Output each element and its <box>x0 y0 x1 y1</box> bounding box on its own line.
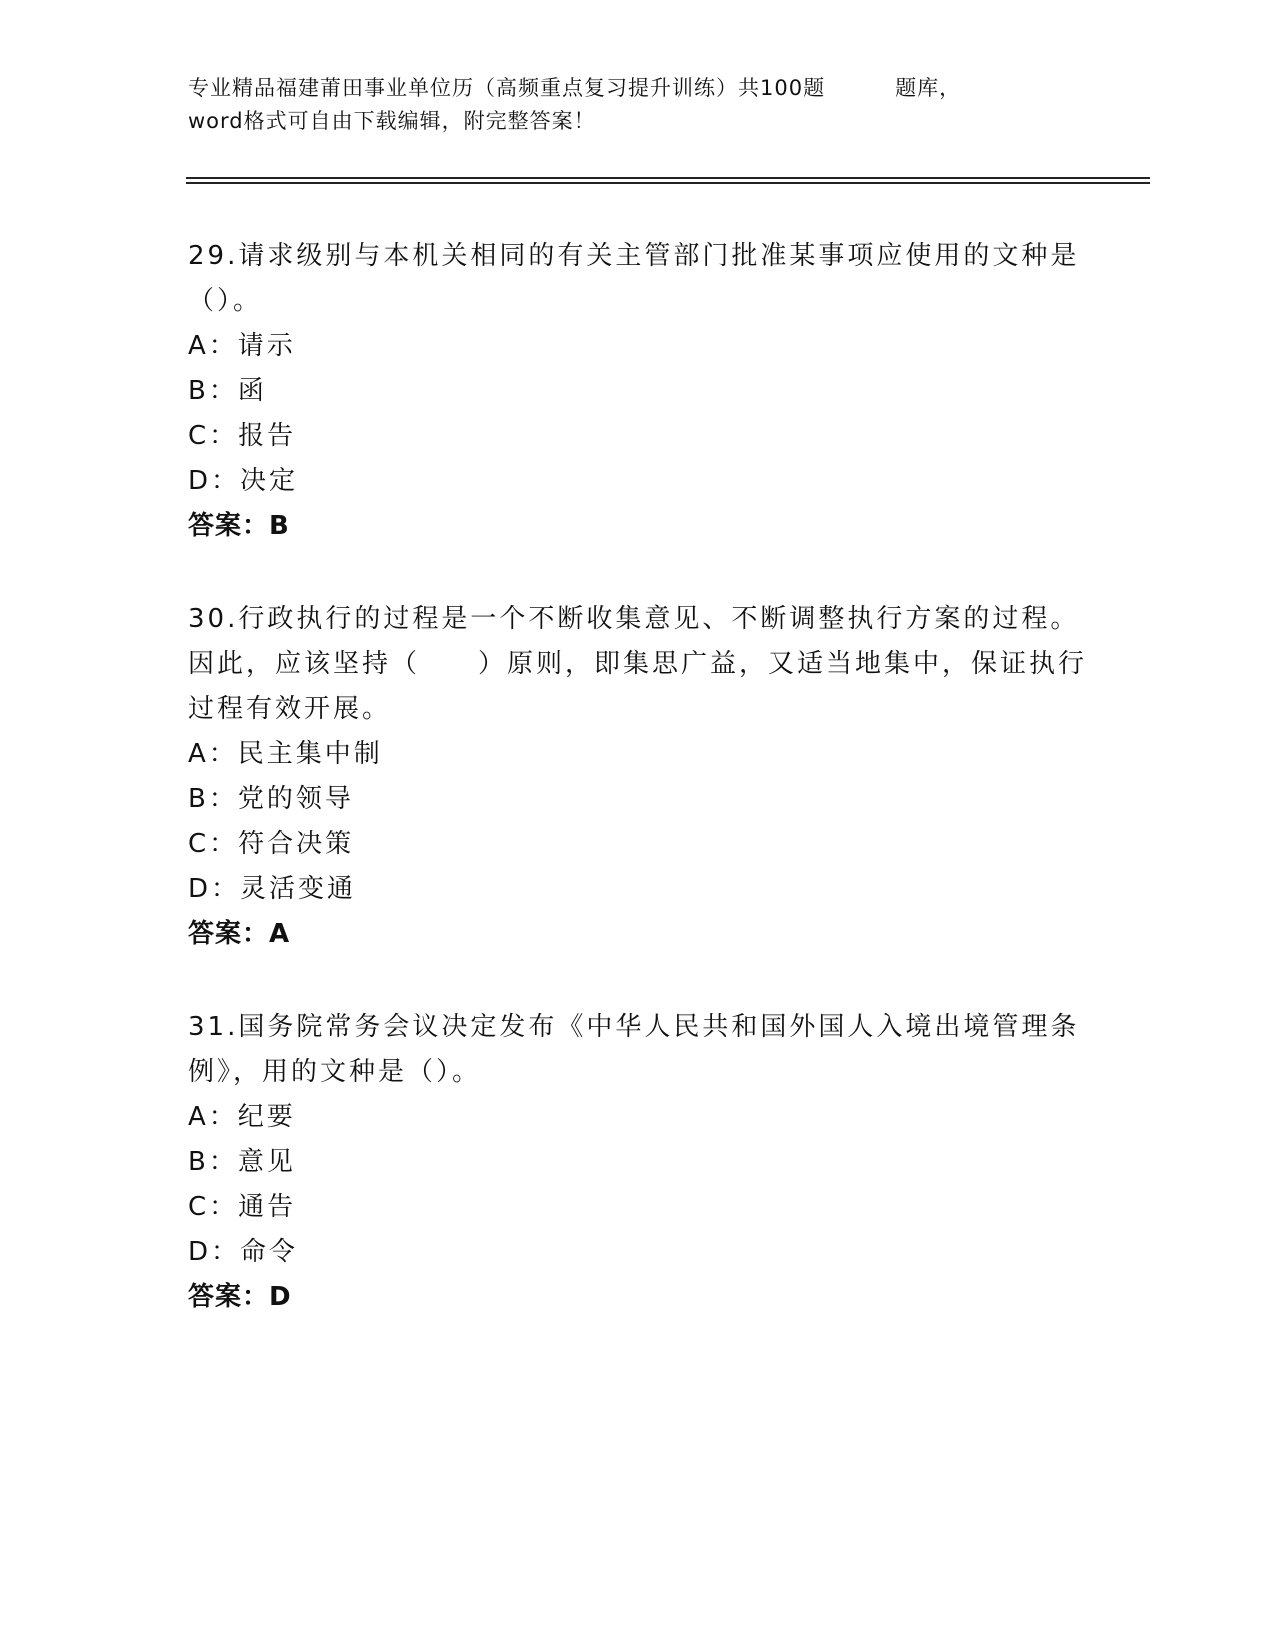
answer: 答案：B <box>188 511 290 541</box>
option-c: C：通告 <box>188 1192 297 1222</box>
question-stem: 31.国务院常务会议决定发布《中华人民共和国外国人入境出境管理条例》，用的文种是（）。 <box>188 1012 1080 1087</box>
header-subtitle: word格式可自由下载编辑，附完整答案！ <box>188 109 596 133</box>
option-d: D：灵活变通 <box>188 874 357 904</box>
question-stem <box>188 597 1088 732</box>
question-stem: 29.请求级别与本机关相同的有关主管部门批准某事项应使用的文种是（）。 <box>188 241 1080 316</box>
option-b: B：意见 <box>188 1147 296 1177</box>
header-divider-bottom <box>186 182 1150 184</box>
option-d: D：决定 <box>188 466 299 496</box>
question-29 <box>188 234 1088 549</box>
option-b: B：函 <box>188 376 267 406</box>
question-30 <box>188 597 1088 957</box>
answer: 答案：D <box>188 1282 292 1312</box>
option-c: C：报告 <box>188 421 297 451</box>
question-stem-part-1: 30.行政执行的过程是一个不断收集意见、不断调整执行方案的过程。因此，应该坚持（ <box>188 604 1080 679</box>
option-b: B：党的领导 <box>188 784 354 814</box>
header-divider-top <box>186 177 1150 179</box>
option-a: A：纪要 <box>188 1102 296 1132</box>
question-stem-part-2: ）原则，即集思广益，又适当地集中，保证执行过程有效开展。 <box>188 649 1088 724</box>
header-title-end: 题库， <box>895 76 962 100</box>
option-c: C：符合决策 <box>188 829 355 859</box>
question-31 <box>188 1005 1088 1320</box>
option-d: D：命令 <box>188 1237 299 1267</box>
answer: 答案：A <box>188 919 291 949</box>
header-title: 专业精品福建莆田事业单位历（高频重点复习提升训练）共100题 <box>188 76 826 100</box>
option-a: A：请示 <box>188 331 296 361</box>
document-header <box>188 72 1088 138</box>
option-a: A：民主集中制 <box>188 739 383 769</box>
